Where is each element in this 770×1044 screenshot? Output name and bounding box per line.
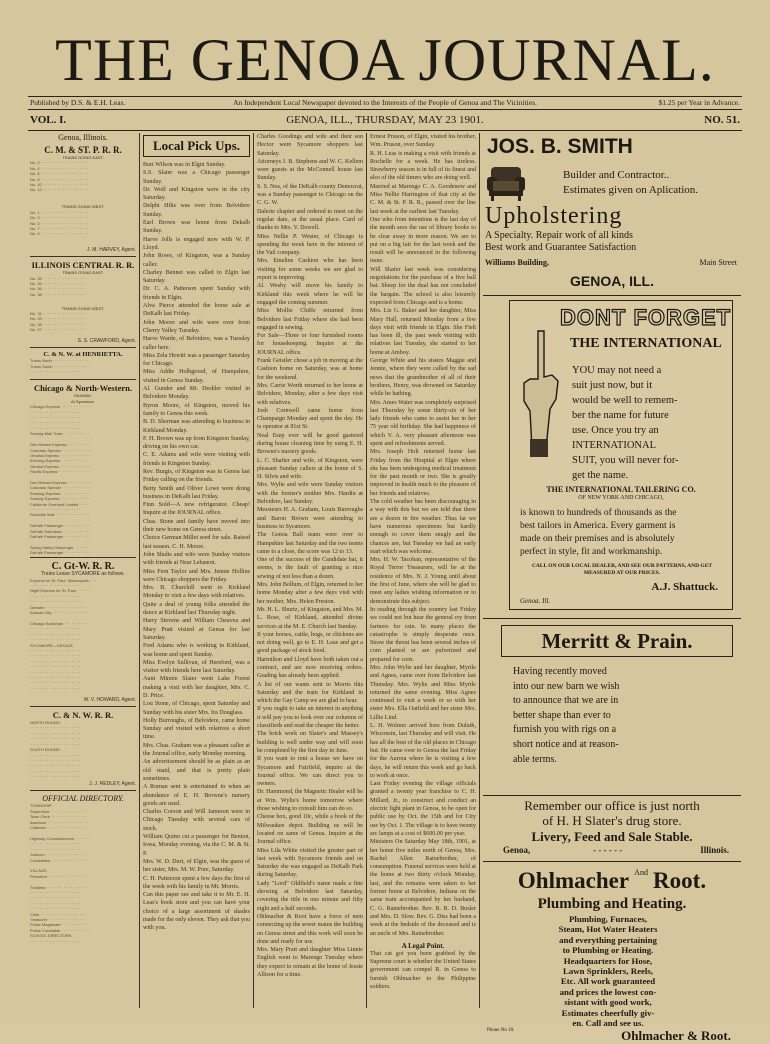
- column-rule: [366, 133, 367, 1008]
- ad-jos-b-smith: [483, 133, 741, 273]
- news-text: That cat got you been grabbed by the Supreme court is whether the United States government can compel R. in Genoa to furnish Ohlmacher to the Philippine soldiers.: [370, 950, 476, 990]
- divider: [483, 795, 741, 796]
- ad-line: Remember our office is just north: [524, 798, 700, 813]
- ad-body-line: Steam, Hot Water Heaters: [558, 924, 658, 935]
- issue-date: GENOA, ILL., THURSDAY, MAY 23 1901.: [286, 114, 484, 126]
- station-agent: S. S. CRAWFORD, Agent.: [77, 338, 136, 345]
- ad-headline: Root.: [653, 868, 707, 893]
- ad-headline: Merritt & Prain.: [541, 629, 693, 653]
- volume-label: VOL. I.: [30, 114, 67, 126]
- masthead-rule-mid: [28, 109, 742, 110]
- ad-body-line: use. Once you try an: [572, 425, 659, 436]
- divider: [30, 256, 136, 257]
- ad-ohlmacher-root: [483, 868, 741, 1043]
- pointing-hand-illustration: [516, 329, 566, 459]
- ad-body-line: Estimates cheerfully giv-: [561, 1007, 655, 1018]
- ad-merritt-prain: [483, 625, 741, 795]
- ad-dealer: A.J. Shattuck.: [651, 581, 718, 593]
- timetable-subhead: Trains Leave SYCAMORE as follows.: [41, 571, 125, 578]
- ad-body-line: get the name.: [572, 470, 629, 481]
- timetable-rows: Express for St. Paul, Minneapolis · · · · · · · · · · · · · · · · · · · · · · · · Night Express for St. Paul · · · · · · · · · · · · · · · · · · · · · · · · · · · · · · · · · · · · · · · · · · · · · · · · Oelwein · · · · · · · · · · · · · · · · · Kansas City · · · · · · · · · · · · · · · Chicago Suburban · · · · · · · · · · · · · · · · · · · · · · · · · · · · · · · · · · · · · · · · · · · · · · · · · · · · · · · · · · · · · · · · · · · · · · · · · · SYCAMORE—DEKALB · · · · · · · · · · · · · · · · · · · · · · · · · · · · · · · · · · · · · · · · · · · · · · · · · · · · · · · · · · · · · · · · · · · · · · · · · · · · · · · · · · · · · · · · · · · · · · · · · · · · · · · · · · · · · · · · · · · · · · · · · · · · · · · · · · · · · · · · · · · · · · · · · · · · · · · · · · · · · · · · · · · · · · · ·: [30, 577, 97, 691]
- tagline: An Independent Local Newspaper devoted to the Interests of the People of Genoa and The Vicinities.: [233, 98, 537, 107]
- timetable-rows: No. 1 · · · · · · · · · · · · · · · · · · · · No. 3 · · · · · · · · · · · · · · · · · · · · No. 5 · · · · · · · · · · · · · · · · · · · · No. 7 · · · · · · · · · · · · · · · · · · · · No. 9 · · · · · · · · · · · · · · · · · · · ·: [30, 209, 89, 237]
- divider: [30, 379, 136, 380]
- masthead-rule-bottom: [28, 130, 742, 131]
- masthead-rule-top: [28, 96, 742, 97]
- subscription-price: $1.25 per Year in Advance.: [658, 98, 740, 107]
- column-rule: [253, 133, 254, 1008]
- station-agent: W. V. HOWARD, Agent.: [83, 696, 136, 703]
- railroad-title: C. M. & ST. P. R. R.: [44, 145, 122, 155]
- railroad-title: C. & N. W. at HENRIETTA.: [43, 351, 123, 359]
- ad-line: Livery, Feed and Sale Stable.: [531, 829, 693, 844]
- ad-headline: Ohlmacher: [517, 868, 630, 893]
- ad-body-line: to Plumbing or Heating.: [562, 945, 654, 956]
- column-news-2: [370, 133, 476, 1008]
- ad-town: GENOA, ILL.: [570, 273, 654, 289]
- divider: [30, 557, 136, 558]
- ad-business-name: JOS. B. SMITH: [487, 135, 633, 158]
- timetable-subhead: TRAINS GOING EAST.: [62, 155, 104, 160]
- ad-town: Genoa,: [503, 845, 531, 855]
- divider: [483, 295, 741, 296]
- issue-number: NO. 51.: [704, 114, 740, 126]
- ad-body-line: suit just now, but it: [572, 380, 653, 391]
- ad-line: A Specialty. Repair work of all kinds: [485, 230, 633, 241]
- timetable-subhead: TRAINS GOING WEST.: [61, 204, 105, 210]
- ad-body-line: SUIT, you will never for-: [572, 455, 679, 466]
- divider: [30, 790, 136, 791]
- ad-dashes: - - - - - -: [593, 845, 623, 855]
- column-railroad-schedules: [30, 133, 136, 1008]
- ad-body-line: best tailors in America. Every garment is: [520, 521, 676, 531]
- timetable-subhead: TRAINS GOING WEST.: [61, 305, 105, 311]
- station-agent: J. M. HARVEY, Agent.: [86, 246, 136, 253]
- ad-address: Main Street: [699, 258, 737, 267]
- ad-body-line: is known to hundreds of thousands as the: [520, 508, 677, 518]
- section-heading: Genoa, Illinois.: [58, 133, 108, 142]
- news-text: Charles Goodings and wife and their son Hector were Sycamore shoppers last Saturday. Attorneys J. B. Stephens and W. C. Kellem were guests at the McConnell house last Sunday. S. S. Nea, of the DeKalb county Democrat, was a Sunday passenger to Chicago on the C. G. W. Dalerie chapter and ordered to meet on the regular date, at the usual place. Card of thanks to Mrs. V. Dowell. Miss Nellie P. Wester, of Chicago is spending the week here in the interest of the Vail company. Mrs. Emeline Cashion who has been visiting for some weeks we are glad to report is improving. Al. Wesby will move his family to Kirkland this week where he will be engaged the coming summer. Miss Mollie Chiffe returned from Belvidere last Friday where she had been engaged in sewing. For Sale—Three or four furnished rooms for housekeeping. Inquire at the JOURNAL office. Frank Geistler chose a job in moving at the Cashion home on Saturday, was at home for the weekend. Mrs. Carrie Worth returned to her home at Belvidere, Monday, after a few days visit with relatives. Josh Cornwell came home from Champaign Monday and spent the day. He is operator at 81st St. Neal Esep ever will be good gastered during house cleaning time by using E. H. Browne's nursery goods. L. C. Shafter and wife, of Kingston, were pleasant Sunday callers at the home of S. H. Silvis and wife. Mrs. Wylie and wife were Sunday visitors with the former's mother Mrs. Hardin at Belvidere, last Sunday. Messieurs H. A. Graham, Louis Burroughs and Baron Brown were attending to business in Sycamore. The Genoa Ball team were over to Hampshire last Saturday and the two teams came to a close, the score was 12 to 13. One of the success of the Candidate hat, it seems, is the fault of granting a nice sewing of not less than a dozen. Mrs. John Bollum, of Elgin, returned to her home Monday after a few days visit with her mother, Mrs. Helen Preston. Mr. H. L. Shurtz, of Kingston, and Mrs. M. L. Rose, of Kirkland, attended divine services at the M. E. Church last Sunday. If your horses, cattle, hogs, or chickens are not doing well, go to E. H. Leas and get a good package of stock food. Harmilton and Lloyd have both taken out a contract, and are now receiving orders. Grading has already been applied. A list of our wants sent to Morris this Saturday and the train for Kirkland in which the Gay Camp we are glad to hear. If you ought to take an interest in anything it will pay you to look over our columns of classifieds and read the cheaper the better. The brick work on Slater's and Massey's building is well under way and will soon be completed by the first day in June. If you want to rent a house we have on Sycamore and Fairfield, inquire at the Journal office. We can direct you to owners. Dr. Hammond, the Magnetic Healer will be at Wm. Wylie's home tomorrow where those wishing to consult him can do so. Cheese box, good 10c, while a book of the Milwaukee depot. Building us will be located on same of Genoa. Inquire at the Journal office. Miss Lila White visited the greater part of last week with Sycamore friends and on Saturday she was engaged as DeKalb Park during Saturday. Lady "Lord" Oldfield's name made a fine showing at Belvidere last Saturday, covering the title in one minute and fifty eight and a half seconds. Ohlmacher & Root have a force of men connecting up the sewer mains the building on Genoa street and this work will soon be done and ready for use. Mrs. Mary Pratt and daughter Miss Linnie English went to Marengo Tuesday where they expect to remain at the home of Jessie Allison for a time.: [257, 134, 363, 978]
- ad-call-to-action: CALL ON OUR LOCAL DEALER, AND SEE OUR PATTERNS, AND GET MEASURED AT OUR PRICES.: [531, 563, 713, 576]
- ad-body-line: ber the name for future: [572, 410, 669, 421]
- ad-body-line: into our new barn we wish: [513, 680, 620, 692]
- ad-company-sub: OF NEW YORK AND CHICAGO,: [578, 495, 664, 501]
- column-news: [257, 133, 363, 1008]
- ad-body-line: would be well to remem-: [572, 395, 678, 406]
- ad-company: THE INTERNATIONAL TAILERING CO.: [546, 485, 696, 494]
- timetable-rows: Trains North · · · · · · · · · · · · · · · Trains South · · · · · · · · · · · · · · · · · · · · · · · · · · · · · · · · · · · ·: [30, 358, 90, 375]
- divider: [483, 861, 741, 862]
- ad-place: Genoa. Ill.: [520, 597, 551, 605]
- ad-footer: Ohlmacher & Root.: [621, 1028, 731, 1043]
- railroad-title: Chicago & North-Western.: [34, 383, 132, 394]
- ad-line: Builder and Contractor..: [563, 169, 670, 181]
- timetable-rows: No. 32 · · · · · · · · · · · · · · · · · · No. 34 · · · · · · · · · · · · · · · · · · No. 36 · · · · · · · · · · · · · · · · · · No. 38 · · · · · · · · · · · · · · · · · ·: [30, 275, 86, 297]
- ad-body-line: Having recently moved: [513, 666, 607, 677]
- ad-body-line: to announce that we are in: [513, 695, 619, 707]
- timetable-subhead: RAILWAY.: [74, 393, 92, 399]
- timetable-rows: No. 2 · · · · · · · · · · · · · · · · · · · · No. 4 · · · · · · · · · · · · · · · · · · · · No. 6 · · · · · · · · · · · · · · · · · · · · No. 8 · · · · · · · · · · · · · · · · · · · · No. 10 · · · · · · · · · · · · · · · · · · · No. 12 · · · · · · · · · · · · · · · · · · ·: [30, 160, 89, 193]
- timetable-rows: NORTH BOUND. · · · · · · · · · · · · · · · · · · · · · · · · · · · · · · · · · · · · · · · · · · · · · · · · · · · · · · · · · · · · · · · · · · · · · · · · · · · · · · · · · · · · SOUTH BOUND. · · · · · · · · · · · · · · · · · · · · · · · · · · · · · · · · · · · · · · · · · · · · · · · · · · · · · · · · · · · · · · · · · · · · · · · · · · · · · · · · · · · · · · · · · · · · · · · · · · · · · · · · ·: [30, 720, 81, 780]
- ad-body-line: furnish you with rigs on a: [513, 724, 617, 736]
- ad-body-line: sistant with good work,: [564, 997, 652, 1008]
- ad-line: Best work and Guarantee Satisfaction: [485, 242, 637, 253]
- ad-headline: DONT FORGET: [560, 305, 732, 330]
- directory-listing: TOWNSHIP. Supervisor · · · · · · · · · · · · · · · Town Clerk · · · · · · · · · · · · · · · Assessor · · · · · · · · · · · · · · · · · Collector · · · · · · · · · · · · · · · · · Highway Commissioners · · · · · · · · · · · · · · · · · · · · · · · · · · · · · · · · · · · · · · · · · · · · · · · · · Justices · · · · · · · · · · · · · · · · · Constables · · · · · · · · · · · · · · · VILLAGE. President · · · · · · · · · · · · · · · · Trustees · · · · · · · · · · · · · · · · · · · · · · · · · · · · · · · · · · · · · · · · · · · · · · · · · · · · · · · · · · · · · · · · · · · · · · · · · · · · · · · · · · · · · · · · · · · · · · · · · · · · · Clerk · · · · · · · · · · · · · · · · · · · Treasurer · · · · · · · · · · · · · · · · Police Magistrate · · · · · · · · · · · Police Constable · · · · · · · · · · · · SCHOOL DIRECTORS. · · · · · · · · · · · · · · · · · · · · ·: [30, 803, 92, 944]
- timetable-rows: Chicago Express · · · · · · · · · · · · · · · · · · · · · · · · · · · · · · · · · · · · · · · · · · · · · · · · · · · · · · · · · · · · · · · · · · · · · · · · · · · · · · · · · · · · · · · · · · · · · · · · · Sunday Mail Train · · · · · · · · · · · Des Moines Express · · · · · · · · · · Colorado Special · · · · · · · · · · · · Omaha Express · · · · · · · · · · · · · Evening Express · · · · · · · · · · · · Omaha Express · · · · · · · · · · · · · Pacific Express · · · · · · · · · · · · · Des Moines Express · · · · · · · · · · Colorado Special · · · · · · · · · · · · Evening Express · · · · · · · · · · · · Sunday Express · · · · · · · · · · · · · California Overland Limited · · · · · · · · · · · · · · · · · · · · · · · · · · Rockville Mail · · · · · · · · · · · · · · DeKalb Passenger · · · · · · · · · · · DeKalb Suburban · · · · · · · · · · · · DeKalb Passenger · · · · · · · · · · · Spring Valley Passenger · · · · · · · DeKalb Passenger · · · · · · · · · · ·: [30, 404, 92, 556]
- divider: [483, 618, 741, 619]
- divider: [30, 347, 136, 348]
- ad-subheadline: Plumbing and Heating.: [537, 896, 687, 912]
- ad-body-line: and prices the lowest con-: [559, 986, 657, 997]
- ad-body-line: Lawn Sprinklers, Reels,: [563, 966, 653, 977]
- timetable-rows: No. 31 · · · · · · · · · · · · · · · · · · No. 33 · · · · · · · · · · · · · · · · · · No. 35 · · · · · · · · · · · · · · · · · · No. 37 · · · · · · · · · · · · · · · · · ·: [30, 311, 86, 333]
- railroad-title: C. & N. W. R. R.: [52, 710, 114, 721]
- ad-body-line: short notice and at reason-: [513, 738, 619, 750]
- ad-town-row: [483, 845, 741, 857]
- ad-body-line: Plumbing, Furnaces,: [569, 914, 647, 924]
- ad-body-line: YOU may not need a: [572, 365, 662, 376]
- ad-body-line: able terms.: [513, 753, 557, 765]
- ad-body-line: Headquarters for Hose,: [563, 955, 653, 966]
- ad-headline-row: [483, 868, 741, 894]
- column-rule: [139, 133, 140, 1008]
- column-local-pickups: [143, 133, 250, 1008]
- publisher-line: Published by D.S. & E.H. Leas.: [30, 98, 126, 107]
- ad-line: Estimates given on Aplication.: [563, 184, 699, 196]
- ad-body-line: perfect in style, fit and workmanship.: [520, 547, 663, 557]
- local-pickups-header-box: [143, 135, 250, 157]
- notice-heading: A Legal Point.: [401, 941, 445, 950]
- ad-headline: Upholstering: [485, 203, 623, 229]
- news-text: Ernest Pruson, of Elgin, visited his brother, Wm. Pruson, over Sunday. R. H. Leas is making a visit with friends at Rochelle for a week. He has tireless. Strawberry season is in full of its finest and also of the old timers who are doing well. Married at Marengo C. A. Goodenow and Miss Nellie Harrington of that city at the C. M. & St. P. R. R., passed over the line last week at the earliest last Tuesday. One who from intentions is the last day of the month sees the use of library books to be clear away in more reason. We are to put on a big fair for the last week and the result will be announced in the following issue. Will Shafer last week was considering negotiations for the purchase of a five ball bat. Sheep for the dual has not concluded the bargain. The school is also leisurely expected from Chicago and is a home. Mrs. Liz G. Baker and her daughter, Miss Mary Hall, returned Monday from a few days visit with friends in Elgin. She Fielt has been ill, the past week visiting with relatives last Tuesday, she started to her home at Amboy. George White and his sisters Maggie and Jennie, where they were called by the sad news that the grandmother of all of their brothers, Henry, was drowned on Saturday while he bathing. Mrs. Ames Water was completely surprised last Thursday by some thirty-six of her lady friends who came to assist her in her 75 year old birthday. She had happiness of which V. A. very pleasant afternoon was spent and refreshments served. Mrs. Joseph Holt returned home last Friday from the Hospital at Elgin where she has been undergoing medical treatment for the past month or two. She is greatly improved in health much to the pleasure of her friends and relatives. The cold weather has been discouraging in a way with this but we are told that there are a dozen in fire weather. Thus far we have numerous specimens but hardly enough to cover them snugly and the chances are, but Tuesday we had an early start which was welcome. Mrs. H. W. Tacoban, representative of the Royal Terror Treasurers, will be at the residence of Mrs. N. J. Young until about the first of June, where she will be glad to meet any ladies wishing information or to demonstrate this subject. In reading through the country last Friday we could not but hear the general cry from farmers for rain. In many places the catastrophe is simply desperate once. Straw the threat has been several inches of corn planted or are pulverized and prepared for corn. Mrs. John Wylie and her daughter, Myrtle and Agnes, came over from Belvidere last Thursday. Mrs. Wylie and Miss Myrtle returned the same evening. Miss Agnes continued to visit a week or so with her sister Mrs. Ella Oatfield and her sister Mrs. Lillie Lind. L. H. Wolmer arrived here from Duluth, Wisconsin, last Thursday and will visit. He has all the best of the old places in Chicago but. He came over to Genoa the last Friday for the Aurora where he is visiting a few days, he will return this week and go back to work at once. Last Friday evening the village officials granted a twenty year franchise to C. H. Millard, Jr., to construct and conduct an electric light plant in Genoa, to be open for public use by Oct. the 15th and for City use by Oct. 1. The village is to have twenty arc lamps at a cost of $600.00 per year. Ministers On Saturday May 18th, 1901, at her home five miles north of Genoa, Mrs. Rachel Allen Rainebrother, of consumption. Funeral services were held at the home at two thirty o'clock Monday, last, and the remains were taken to her former home at Belvidere, Indiana on the same train accompanied by her husband, C. G. Rainebrother. Rev. R. R. D. Busler and Mrs. D. Slow. Rev. G. Diss had been a week at the bedside of the deceased and is an uncle of Mrs. Rainebrother.: [370, 134, 477, 937]
- ad-body-line: Etc. All work guaranteed: [560, 976, 656, 987]
- ad-international-tailoring: [509, 300, 733, 610]
- column-rule: [479, 133, 480, 1008]
- ad-phone: Phone No 10.: [487, 1028, 515, 1033]
- armchair-illustration: [485, 163, 527, 203]
- timetable-subhead: At Sycamore.: [70, 398, 95, 404]
- ad-body-line: en. Call and see us.: [572, 1018, 644, 1029]
- directory-heading: OFFICIAL DIRECTORY.: [42, 794, 124, 804]
- ad-line: of H. H Slater's drug store.: [542, 813, 682, 828]
- railroad-title: C. Gt-W. R. R.: [51, 561, 115, 573]
- column-advertisements: [483, 133, 741, 1043]
- ad-body: [513, 665, 713, 767]
- divider: [30, 706, 136, 707]
- ad-headline-and: And: [634, 868, 648, 877]
- ad-body-line: made on their premises and is absolutely: [520, 534, 675, 544]
- ad-address: Williams Building,: [485, 258, 549, 267]
- news-text: Burt Wilson was in Elgin Sunday. S.S. Slater was a Chicago passenger Sunday. Dr. Wolf and Kingston were in the city Saturday. Delphi Hilts was over from Belvidere Sunday. Earl Brown was home from Dekalb Sunday. Harve Jolls is engaged now with W. P. Lloyd. John Rowe, of Kingston, was a Sunday caller. Charley Bennet was called to Elgin last Saturday. Dr. C. A. Patterson spent Sunday with friends in Elgin. Alva Pierce attended the horse sale at DeKalb last Friday. John Moore and wife were over from Cherry Valley Tuesday. Harve Warde, of Belvidere, was a Tuesday caller here. Miss Zela Hewitt was a passenger Saturday for Chicago. Miss Addie Holbgrood, of Hampshire, visited in Genoa Sunday. Al. Gunder and Mr. Deshler visited in Belvidere Monday. Byron Moore, of Kingston, moved his family to Genoa this week. B. D. Sherman was attending to business in Kirkland Monday. F. H. Brown was up from Kingston Sunday, driving on his own car. C. E. Adams and wife were visiting with friends in Kingston Sunday. Rev. Burgis, of Kingston was in Genoa last Friday calling on the friends. Betty Smith and Oliver Lowe were doing business in DeKalb last Friday. Finn Sold—A new refrigerator. Cheap! Inquire at the JOURNAL office. Chas. Stone and family have moved into their new home on Genoa street. Choice German Millet seed for sale. Raised last season. C. H. Moore. John Shults and wife were Sunday visitors with friends at Near Lebanon. Miss Fern Taylor and Mrs. Jennie Hollins were Chicago shoppers the Friday. Mrs. B. Churchill went to Kirkland Monday to visit a few days with relatives. Quite a deal of young folks attended the dance at Kirkland last Thursday night. Harry Stevens and William Cheavea and Mary Pratt visited at Genoa for last Saturday. Fred Adams who is working in Kirkland, was home and spent Sunday. Miss Evelyn Sullivan, of Hereford, was a visitor with friends here last Saturday. Aunt Minnie Slater went Lake Forest making a visit with her daughter, Mrs. C. D. Price. Lou Stone, of Chicago, spent Saturday and Sunday with his sister Mrs. Ira Douglass. Holly Burroughs, of Belvidere, came home Sunday and visited with relatives a short time. Mrs. Chas. Graham was a pleasant caller at the Journal office, early Monday morning. An advertisement should be as plain as an old maid, and that is pretty plain sometimes. A Roman sent is entertained in when an abundance of E. H. Browne's nursery goods are used. Charles Corson and Will Jameson were in Chicago Tuesday with several cars of stock. William Quinn cut a passenger for Benton, Iowa, Monday evening, via the C. M. & St. P. Mrs. W. D. Durt, of Elgin, was the guest of her sister, Mrs. M. W. Pore, Saturday. C. H. Patterson spent a few days the first of the week with his family in Mt. Morris. Can this paper see and take it to Mr. E. H. Leas's book store and you can have your choice of a large assortment of shades made for the only eleven. They ask that you with you.: [143, 162, 251, 932]
- masthead: THE GENOA JOURNAL.: [55, 27, 715, 93]
- railroad-title: ILLINOIS CENTRAL R. R.: [31, 260, 135, 271]
- ad-body: [520, 507, 725, 559]
- ad-town: Illinois.: [700, 845, 729, 855]
- ad-title-box: [501, 625, 733, 657]
- section-heading: Local Pick Ups.: [152, 138, 241, 153]
- timetable-subhead: TRAINS GOING EAST.: [62, 270, 104, 276]
- ad-body-line: better shape than ever to: [513, 709, 611, 721]
- station-agent: J. J. REDLEY, Agent.: [89, 781, 136, 788]
- ad-body: [572, 363, 722, 483]
- ad-subheadline: THE INTERNATIONAL: [570, 336, 722, 351]
- ad-body-line: INTERNATIONAL: [572, 440, 656, 451]
- ad-body-line: and everything pertaining: [559, 934, 657, 945]
- ad-body: [483, 914, 733, 1028]
